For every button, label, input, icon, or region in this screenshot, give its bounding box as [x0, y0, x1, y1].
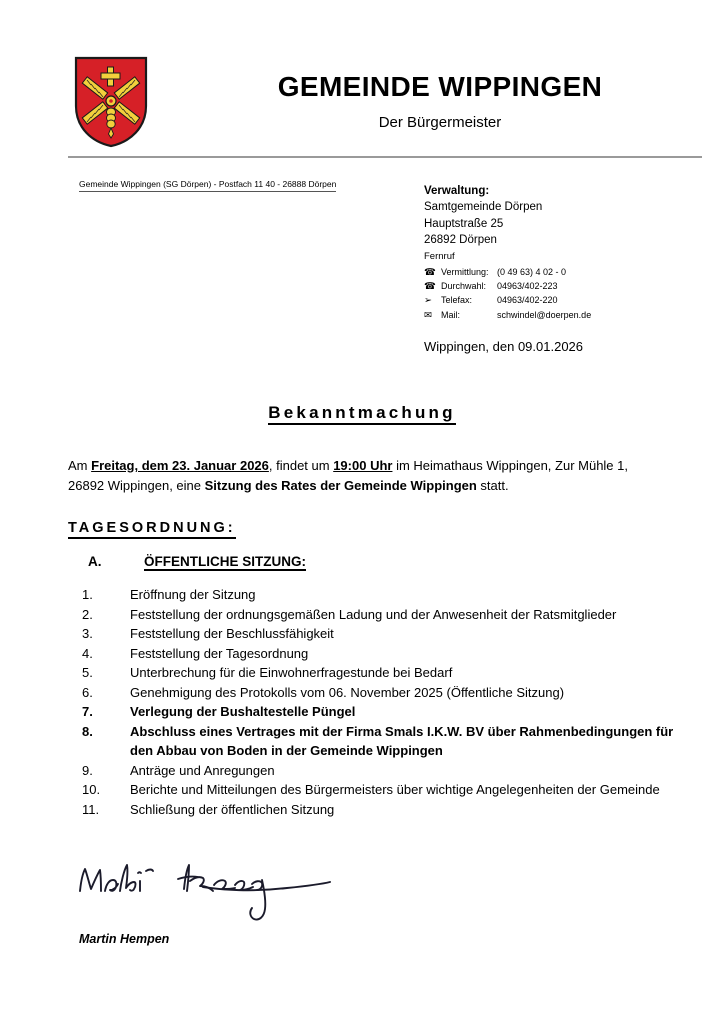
agenda-item-number: 2.	[82, 606, 93, 622]
intro-paragraph	[68, 456, 660, 496]
return-address: Gemeinde Wippingen (SG Dörpen) - Postfach 11 40 - 26888 Dörpen	[79, 179, 336, 192]
date-line: Wippingen, den 09.01.2026	[424, 339, 584, 354]
contact-title: Fernruf	[424, 251, 455, 262]
meeting-date: Freitag, dem 23. Januar 2026	[91, 458, 269, 473]
agenda-item-number: 9.	[82, 762, 93, 778]
contact-value-vermittlung: (0 49 63) 4 02 - 0	[497, 266, 567, 277]
intro-part-2: , findet um	[268, 458, 334, 473]
agenda-item-label: Eröffnung der Sitzung	[130, 587, 256, 602]
agenda-heading-text: TAGESORDNUNG:	[68, 520, 236, 539]
contact-row-mail	[424, 309, 591, 323]
signer-name: Martin Hempen	[79, 932, 170, 946]
agenda-item-label: Schließung der öffentlichen Sitzung	[130, 801, 335, 817]
administration-line-2: Hauptstraße 25	[424, 217, 504, 230]
agenda-item-number: 8.	[82, 723, 93, 739]
agenda-list	[78, 585, 678, 819]
agenda-item-label: Verlegung der Bushaltestelle Püngel	[130, 704, 356, 719]
agenda-item-9	[78, 761, 678, 781]
agenda-item-number: 7.	[82, 704, 93, 719]
handwritten-signature	[72, 855, 352, 925]
intro-part-3: im Heimathaus Wippingen, Zur Mühle 1, 26892 Wippingen, eine	[68, 458, 628, 493]
contact-value-telefax: 04963/402-220	[497, 295, 558, 306]
header-subtitle: Der Bürgermeister	[378, 113, 502, 131]
document-title-text: Bekanntmachung	[268, 403, 455, 425]
document-header	[0, 0, 724, 152]
agenda-item-8	[78, 722, 678, 761]
header-divider	[68, 156, 702, 158]
coat-of-arms-icon	[74, 56, 148, 148]
telephone-icon: ☎	[424, 281, 436, 293]
agenda-item-label: Feststellung der ordnungsgemäßen Ladung und der Anwesenheit der Ratsmitglieder	[130, 606, 617, 622]
agenda-item-11	[78, 800, 678, 820]
agenda-item-label: Genehmigung des Protokolls vom 06. November 2025 (Öffentliche Sitzung)	[130, 684, 565, 700]
contact-label-durchwahl: Durchwahl:	[441, 281, 487, 292]
agenda-item-label: Abschluss eines Vertrages mit der Firma Smals I.K.W. BV über Rahmenbedingungen für den Abbau von Boden in der Gemeinde Wippingen	[130, 723, 674, 758]
agenda-heading	[68, 519, 236, 537]
agenda-item-3	[78, 624, 678, 644]
contact-label-vermittlung: Vermittlung:	[441, 266, 489, 277]
agenda-item-5	[78, 663, 678, 683]
contact-row-durchwahl	[424, 280, 591, 294]
intro-part-1: Am	[68, 458, 92, 473]
agenda-item-label: Feststellung der Tagesordnung	[130, 645, 309, 661]
administration-label: Verwaltung:	[424, 185, 490, 197]
contact-block	[424, 250, 591, 323]
header-titles	[180, 72, 700, 131]
agenda-item-1	[78, 585, 678, 605]
agenda-item-4	[78, 644, 678, 664]
agenda-item-10	[78, 780, 678, 800]
agenda-item-number: 1.	[82, 587, 93, 602]
contact-value-durchwahl: 04963/402-223	[497, 281, 558, 292]
meeting-time: 19:00 Uhr	[333, 458, 393, 473]
intro-part-4: statt.	[476, 477, 509, 493]
fax-icon: ➢	[424, 295, 432, 307]
contact-value-mail: schwindel@doerpen.de	[497, 309, 592, 320]
contact-label-mail: Mail:	[441, 309, 461, 320]
agenda-item-label: Anträge und Anregungen	[130, 762, 275, 778]
agenda-section-letter: A.	[88, 554, 102, 569]
agenda-item-2	[78, 605, 678, 625]
agenda-item-number: 5.	[82, 665, 93, 680]
page-title: GEMEINDE WIPPINGEN	[277, 71, 603, 102]
agenda-item-number: 4.	[82, 645, 93, 661]
contact-row-vermittlung	[424, 266, 591, 280]
agenda-item-7	[78, 702, 678, 722]
contact-label-telefax: Telefax:	[441, 295, 473, 306]
administration-line-3: 26892 Dörpen	[424, 233, 497, 246]
administration-block	[424, 183, 542, 248]
agenda-item-label: Feststellung der Beschlussfähigkeit	[130, 626, 334, 641]
agenda-item-label: Unterbrechung für die Einwohnerfragestunde bei Bedarf	[130, 665, 453, 680]
agenda-item-label: Berichte und Mitteilungen des Bürgermeisters über wichtige Angelegenheiten der Gemeinde	[130, 782, 660, 797]
administration-line-1: Samtgemeinde Dörpen	[424, 201, 543, 214]
agenda-item-6	[78, 683, 678, 703]
telephone-icon: ☎	[424, 266, 436, 278]
document-title	[0, 403, 724, 423]
agenda-item-number: 3.	[82, 626, 93, 641]
agenda-section-a	[88, 554, 306, 571]
agenda-item-number: 6.	[82, 684, 93, 700]
agenda-item-number: 10.	[82, 782, 101, 797]
agenda-item-number: 11.	[82, 801, 100, 817]
agenda-section-title: ÖFFENTLICHE SITZUNG:	[144, 554, 306, 569]
meeting-name: Sitzung des Rates der Gemeinde Wippingen	[204, 477, 477, 493]
envelope-icon: ✉	[424, 309, 432, 321]
contact-row-telefax	[424, 294, 591, 308]
